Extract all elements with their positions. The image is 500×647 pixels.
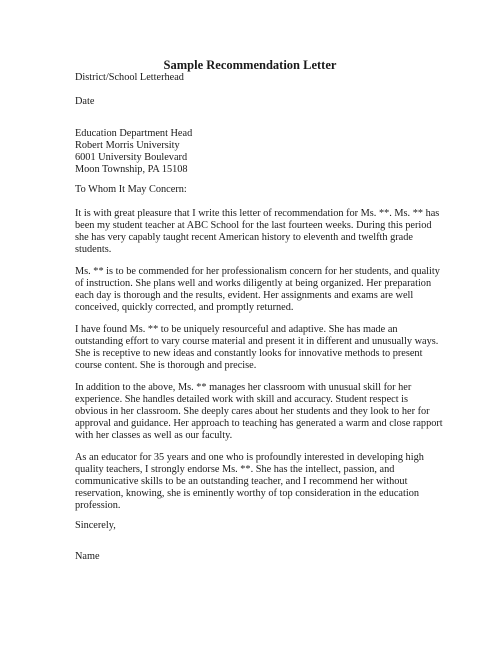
paragraph-line: each day is thorough and the results, evident. Her assignments and exams are well	[75, 290, 414, 301]
paragraph-line: of instruction. She plans well and works diligently at being organized. Her preparation	[75, 278, 432, 289]
paragraph-line: students.	[75, 244, 112, 255]
paragraph-line: In addition to the above, Ms. ** manages her classroom with unusual skill for her	[75, 382, 412, 393]
salutation: To Whom It May Concern:	[75, 184, 187, 195]
paragraph-line: approval and guidance. Her approach to teaching has generated a warm and close rapport	[75, 418, 443, 429]
address-line: Robert Morris University	[75, 140, 180, 151]
closing: Sincerely,	[75, 520, 116, 531]
paragraph-line: with her classes as well as our faculty.	[75, 430, 233, 441]
date-line: Date	[75, 96, 95, 107]
signature-name: Name	[75, 551, 100, 562]
paragraph-line: I have found Ms. ** to be uniquely resourceful and adaptive. She has made an	[75, 324, 398, 335]
address-line: 6001 University Boulevard	[75, 152, 188, 163]
address-line: Education Department Head	[75, 128, 193, 139]
paragraph-line: experience. She handles detailed work with skill and accuracy. Student respect is	[75, 394, 409, 405]
paragraph-line: obvious in her classroom. She deeply cares about her students and they look to her for	[75, 406, 430, 417]
letter-title: Sample Recommendation Letter	[163, 58, 337, 72]
paragraph-line: She is receptive to new ideas and constantly looks for innovative methods to present	[75, 348, 423, 359]
paragraph-line: course content. She is thorough and precise.	[75, 360, 257, 371]
paragraph-line: Ms. ** is to be commended for her professionalism concern for her students, and quality	[75, 266, 440, 277]
paragraph-line: As an educator for 35 years and one who is profoundly interested in developing high	[75, 452, 424, 463]
paragraph-line: reservation, knowing, she is eminently worthy of top consideration in the education	[75, 488, 420, 499]
paragraph-line: quality teachers, I strongly endorse Ms. **. She has the intellect, passion, and	[75, 464, 395, 475]
letterhead-line: District/School Letterhead	[75, 72, 184, 83]
paragraph-line: communicative skills to be an outstanding teacher, and I recommend her without	[75, 476, 408, 487]
address-line: Moon Township, PA 15108	[75, 164, 188, 175]
paragraph-line: It is with great pleasure that I write this letter of recommendation for Ms. **. Ms. ** has	[75, 208, 440, 219]
paragraph-line: she has very capably taught recent American history to eleventh and twelfth grade	[75, 232, 413, 243]
paragraph-line: conceived, quickly corrected, and promptly returned.	[75, 302, 294, 313]
paragraph-line: been my student teacher at ABC School for the last fourteen weeks. During this period	[75, 220, 432, 231]
paragraph-line: outstanding effort to vary course material and present it in different and unusually ways.	[75, 336, 439, 347]
paragraph-line: profession.	[75, 500, 121, 511]
